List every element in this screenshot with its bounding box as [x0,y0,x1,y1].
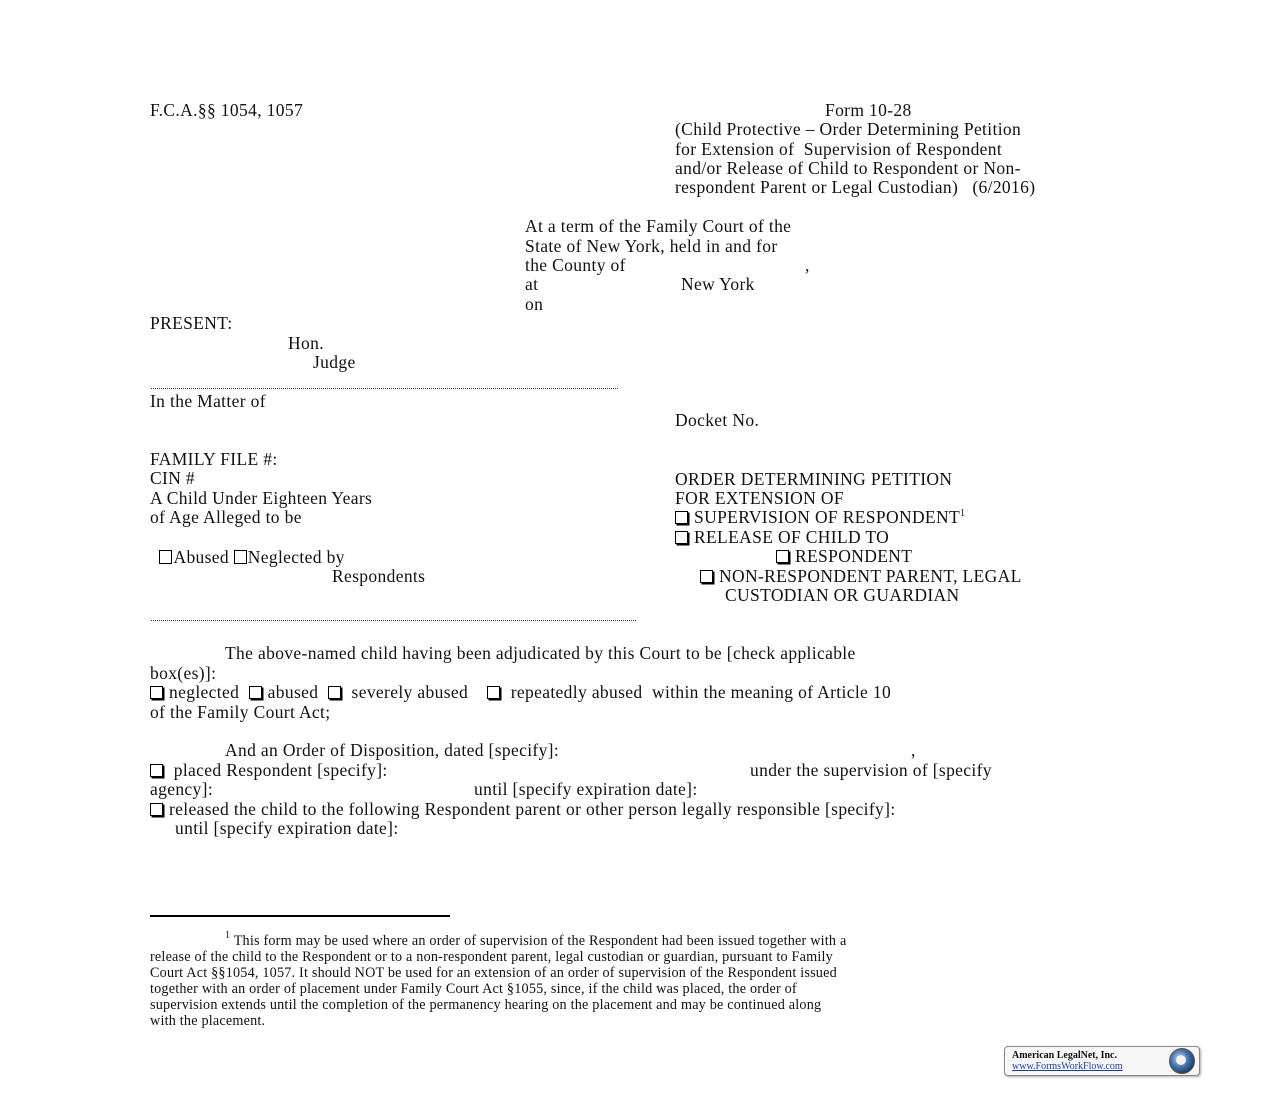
placed-respondent-option [150,761,388,781]
court-term-line: At a term of the Family Court of the [525,216,792,236]
release-checkbox[interactable] [675,531,688,544]
release-label: RELEASE OF CHILD TO [694,527,890,547]
neglected-checkbox[interactable] [234,550,247,564]
globe-icon [1169,1048,1195,1074]
hon-label: Hon. [288,333,324,353]
supervision-text: under the supervision of [specify [750,760,992,780]
footnote-ref: 1 [960,508,966,519]
court-term-line: State of New York, held in and for [525,236,778,256]
form-description-line: respondent Parent or Legal Custodian) (6/2016) [675,177,1036,197]
american-legalnet-logo[interactable] [1004,1046,1200,1076]
finding-options [150,683,891,703]
order-title: FOR EXTENSION OF [675,488,844,508]
neglected-finding-checkbox[interactable] [150,686,163,699]
nonrespondent-checkbox[interactable] [700,570,713,583]
form-description-line: (Child Protective – Order Determining Petition [675,119,1022,139]
website-link[interactable]: www.FormsWorkFlow.com [1012,1061,1123,1072]
disposition-text: And an Order of Disposition, dated [specify]: [225,740,560,760]
form-description-line: for Extension of Supervision of Respondent [675,139,1003,159]
supervision-label: SUPERVISION OF RESPONDENT [694,507,960,527]
footnote-line: together with an order of placement under Family Court Act §1055, since, if the child was placed, the order of [150,981,797,997]
severely-abused-label: severely abused [351,682,469,702]
released-child-label: released the child to the following Respondent parent or other person legally responsible [specify]: [169,799,896,819]
company-name: American LegalNet, Inc. [1012,1050,1117,1061]
respondent-label: RESPONDENT [795,546,913,566]
abused-finding-checkbox[interactable] [249,686,262,699]
option-respondent [776,547,912,567]
child-description: of Age Alleged to be [150,507,302,527]
in-matter-of: In the Matter of [150,391,266,411]
date-label: on [525,294,544,314]
option-nonrespondent [700,567,1022,587]
judge-label: Judge [313,352,356,372]
county-field[interactable]: , [805,255,810,275]
option-release [675,528,889,548]
location-value[interactable]: New York [681,274,755,294]
court-term-line: the County of [525,255,626,275]
placed-respondent-checkbox[interactable] [150,764,163,777]
released-child-checkbox[interactable] [150,803,163,816]
supervision-checkbox[interactable] [675,511,688,524]
repeatedly-abused-label: repeatedly abused within the meaning of Article 10 [510,682,892,702]
expiration-label: until [specify expiration date]: [175,818,399,838]
form-number: Form 10-28 [825,100,912,120]
child-description: A Child Under Eighteen Years [150,488,373,508]
footnote-line: supervision extends until the completion of the permanency hearing on the placement and may be continued along [150,997,822,1013]
nonrespondent-label: NON-RESPONDENT PARENT, LEGAL [719,566,1022,586]
adjudication-text: box(es)]: [150,663,217,683]
respondent-checkbox[interactable] [776,550,789,563]
expiration-label: until [specify expiration date]: [474,779,698,799]
form-description-line: and/or Release of Child to Respondent or Non- [675,158,1021,178]
allegation-options [150,528,345,567]
caption-divider-bottom [151,620,636,621]
footnote-line: release of the child to the Respondent or to a non-respondent parent, legal custodian or guardian, pursuant to Family [150,949,833,965]
at-label: at [525,274,539,294]
neglected-finding-label: neglected [169,682,240,702]
neglected-label: Neglected by [247,546,345,567]
abused-checkbox[interactable] [159,550,172,564]
option-supervision [675,508,965,528]
statute-reference: F.C.A.§§ 1054, 1057 [150,100,304,120]
caption-divider-top [151,388,618,389]
abused-label: Abused [173,546,230,567]
family-file-label: FAMILY FILE #: [150,449,278,469]
placed-respondent-label: placed Respondent [specify]: [173,760,388,780]
nonrespondent-label-cont: CUSTODIAN OR GUARDIAN [725,585,960,605]
respondents-label: Respondents [332,566,426,586]
footnote-text: This form may be used where an order of supervision of the Respondent had been issued together with a [230,933,847,949]
act-reference: of the Family Court Act; [150,702,331,722]
footnote-rule [150,915,450,917]
cin-label: CIN # [150,468,196,488]
docket-label: Docket No. [675,410,760,430]
disposition-date-field[interactable]: , [911,740,916,760]
footnote-line: Court Act §§1054, 1057. It should NOT be used for an extension of an order of supervision of the Respondent issued [150,965,837,981]
footnote-line [225,930,847,949]
abused-finding-label: abused [267,682,319,702]
repeatedly-abused-checkbox[interactable] [487,686,500,699]
released-child-option [150,800,896,820]
footnote-line: with the placement. [150,1013,266,1029]
order-title: ORDER DETERMINING PETITION [675,469,953,489]
footnote-marker: 1 [225,930,231,941]
adjudication-text: The above-named child having been adjudicated by this Court to be [check applicable [225,643,856,663]
present-label: PRESENT: [150,313,233,333]
severely-abused-checkbox[interactable] [328,686,341,699]
agency-label: agency]: [150,779,214,799]
